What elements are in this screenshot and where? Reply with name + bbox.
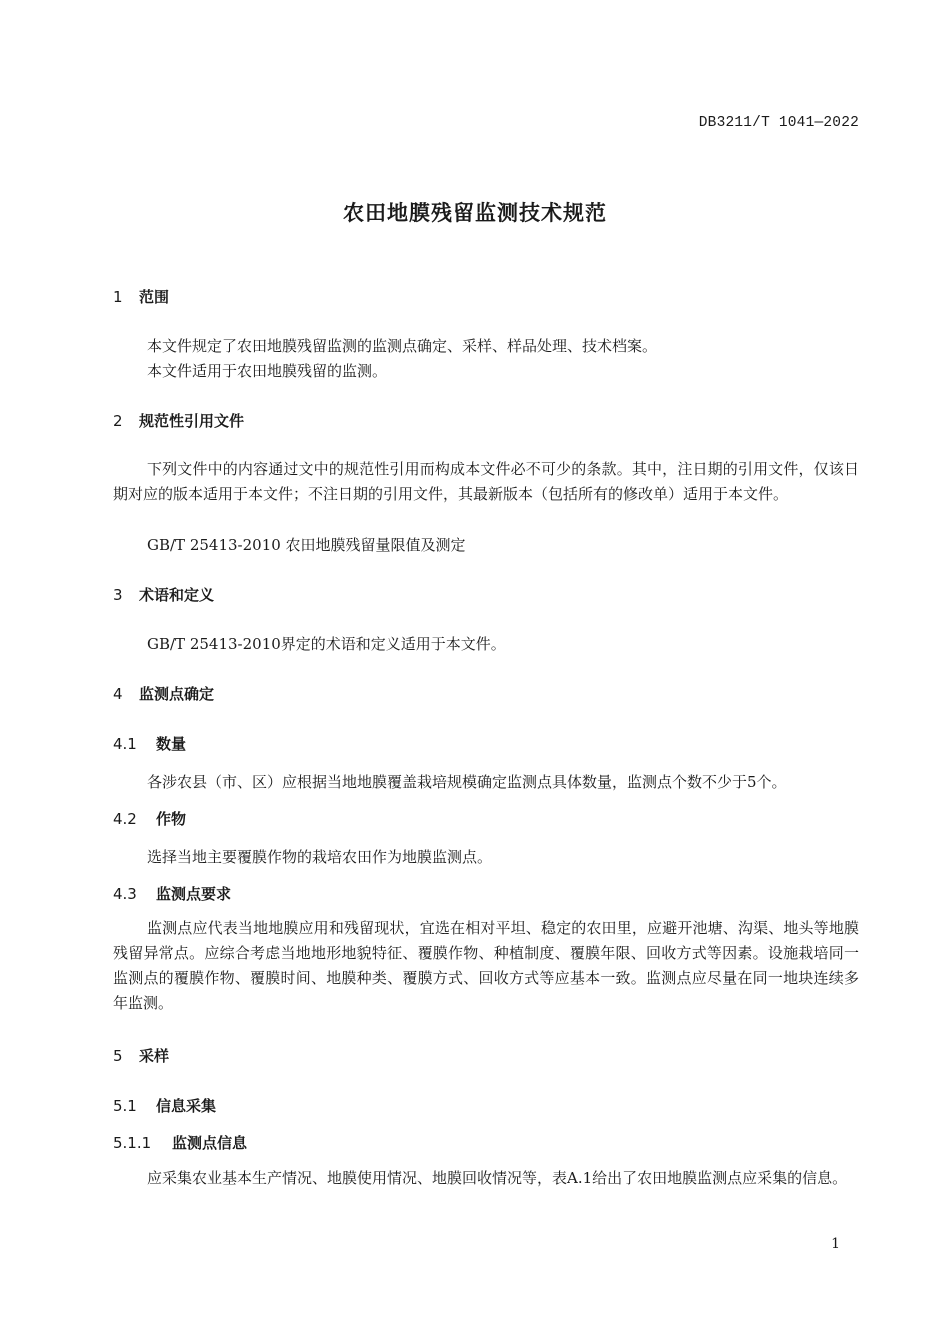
- section-title: 作物: [156, 810, 187, 828]
- section-3-heading: [113, 584, 214, 605]
- section-number: 4.3: [113, 885, 137, 903]
- section-title: 术语和定义: [139, 586, 215, 604]
- section-title: 监测点信息: [172, 1134, 248, 1152]
- paragraph: GB/T 25413-2010界定的术语和定义适用于本文件。: [147, 635, 506, 653]
- paragraph: 下列文件中的内容通过文中的规范性引用而构成本文件必不可少的条款。其中，注日期的引用文件，仅该日期对应的版本适用于本文件；不注日期的引用文件，其最新版本（包括所有的修改单）适用于本文件。: [113, 460, 859, 503]
- paragraph: 本文件适用于农田地膜残留的监测。: [147, 362, 388, 380]
- section-title: 范围: [139, 288, 170, 306]
- section-number: 1: [113, 288, 123, 306]
- paragraph: 各涉农县（市、区）应根据当地地膜覆盖栽培规模确定监测点具体数量，监测点个数不少于5个。: [147, 773, 787, 791]
- paragraph: 应采集农业基本生产情况、地膜使用情况、地膜回收情况等，表A.1给出了农田地膜监测点应采集的信息。: [147, 1169, 848, 1187]
- normative-reference: GB/T 25413-2010 农田地膜残留量限值及测定: [147, 536, 466, 554]
- section-title: 采样: [139, 1047, 170, 1065]
- document-title: 农田地膜残留监测技术规范: [343, 201, 607, 225]
- section-4-heading: [113, 683, 214, 704]
- section-5-1-heading: [113, 1095, 216, 1116]
- page-number: 1: [831, 1236, 840, 1252]
- section-number: 2: [113, 412, 123, 430]
- section-4-2-heading: [113, 808, 186, 829]
- section-title: 监测点要求: [156, 885, 232, 903]
- section-2-heading: [113, 410, 244, 431]
- section-title: 规范性引用文件: [139, 412, 245, 430]
- section-number: 4: [113, 685, 123, 703]
- paragraph: 选择当地主要覆膜作物的栽培农田作为地膜监测点。: [147, 848, 493, 866]
- section-title: 监测点确定: [139, 685, 215, 703]
- section-4-3-heading: [113, 883, 231, 904]
- section-number: 5.1: [113, 1097, 137, 1115]
- section-4-1-heading: [113, 733, 186, 754]
- section-5-heading: [113, 1045, 169, 1066]
- paragraph: 本文件规定了农田地膜残留监测的监测点确定、采样、样品处理、技术档案。: [147, 337, 658, 355]
- document-number: DB3211/T 1041—2022: [698, 115, 859, 131]
- section-number: 3: [113, 586, 123, 604]
- section-number: 4.1: [113, 735, 137, 753]
- paragraph: 监测点应代表当地地膜应用和残留现状，宜选在相对平坦、稳定的农田里，应避开池塘、沟渠、地头等地膜残留异常点。应综合考虑当地地形地貌特征、覆膜作物、种植制度、覆膜年限、回收方式等因素。设施栽培同一监测点的覆膜作物、覆膜时间、地膜种类、覆膜方式、回收方式等应基本一致。监测点应尽量在同一地块连续多年监测。: [113, 919, 859, 1012]
- section-5-1-1-heading: [113, 1132, 247, 1153]
- section-title: 数量: [156, 735, 187, 753]
- section-title: 信息采集: [156, 1097, 217, 1115]
- section-number: 4.2: [113, 810, 137, 828]
- section-1-heading: [113, 286, 169, 307]
- section-number: 5: [113, 1047, 123, 1065]
- section-number: 5.1.1: [113, 1134, 152, 1152]
